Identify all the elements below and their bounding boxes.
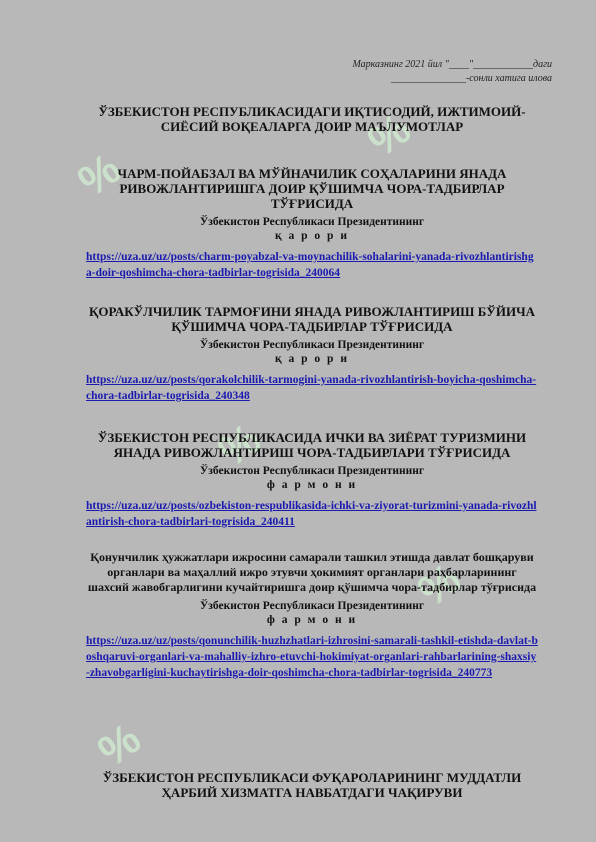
item-issuer: Ўзбекистон Республикаси Президентининг — [199, 600, 425, 612]
item-issuer: Ўзбекистон Республикаси Президентининг — [199, 216, 425, 228]
watermark-logo: % — [69, 142, 132, 207]
watermark-logo: % — [89, 712, 152, 777]
bottom-title-section — [86, 770, 538, 800]
item-2 — [86, 304, 538, 404]
item-link[interactable]: https://uza.uz/uz/posts/ozbekiston-respublikasida-ichki-va-ziyorat-turizmini-yanada-rivozhlantirish-chora-tadbirlari-togrisida_240411 — [86, 500, 537, 528]
watermark-logo: % — [409, 552, 472, 617]
item-link[interactable]: https://uza.uz/uz/posts/qorakolchilik-tarmogini-yanada-rivozhlantirish-boyicha-qoshimcha-chora-tadbirlar-togrisida_240348 — [86, 374, 537, 402]
main-title: ЎЗБЕКИСТОН РЕСПУБЛИКАСИДАГИ ИҚТИСОДИЙ, ИЖТИМОИЙ-СИЁСИЙ ВОҚЕАЛАРГА ДОИР МАЪЛУМОТЛАР — [98, 104, 526, 134]
item-title: ЎЗБЕКИСТОН РЕСПУБЛИКАСИДА ИЧКИ ВА ЗИЁРАТ ТУРИЗМИНИ ЯНАДА РИВОЖЛАНТИРИШ ЧОРА-ТАДБИРЛАРИ ТЎҒРИСИДА — [97, 430, 527, 460]
header-note-line1: Марказнинг 2021 йил "____"____________даги — [352, 59, 552, 70]
main-title-section — [86, 104, 538, 134]
item-issuer: Ўзбекистон Республикаси Президентининг — [199, 465, 425, 477]
item-kind: қ а р о р и — [275, 230, 349, 242]
item-kind: ф а р м о н и — [266, 614, 358, 626]
item-title: ҚОРАКЎЛЧИЛИК ТАРМОҒИНИ ЯНАДА РИВОЖЛАНТИРИШ БЎЙИЧА ҚЎШИМЧА ЧОРА-ТАДБИРЛАР ТЎҒРИСИДА — [89, 304, 535, 334]
item-title: Қонунчилик ҳужжатлари ижросини самарали ташкил этишда давлат бошқаруви органлари ва маҳаллий ижро этувчи ҳокимият органлари раҳбарларининг шахсий жавобгарлигини кучайтиришга доир қўшимча чора-тадбирлар тўғрисида — [87, 550, 537, 594]
watermark-logo: % — [209, 412, 272, 477]
watermark-logo: % — [359, 102, 422, 167]
item-issuer: Ўзбекистон Республикаси Президентининг — [199, 339, 425, 351]
item-link[interactable]: https://uza.uz/uz/posts/qonunchilik-huzhzhatlari-izhrosini-samarali-tashkil-etishda-davlat-boshqaruvi-organlari-va-mahalliy-izhro-etuvchi-hokimiyat-organlari-rahbarlarining-shaxsiy-zhavobgarligini-kuchaytirishga-doir-qoshimcha-chora-tadbirlar-togrisida_240773 — [86, 635, 538, 679]
header-note-line2: _______________-сонли хатига илова — [390, 73, 552, 84]
item-4 — [86, 550, 538, 681]
item-kind: қ а р о р и — [275, 353, 349, 365]
bottom-title: ЎЗБЕКИСТОН РЕСПУБЛИКАСИ ФУҚАРОЛАРИНИНГ МУДДАТЛИ ҲАРБИЙ ХИЗМАТГА НАВБАТДАГИ ЧАҚИРУВИ — [102, 770, 522, 800]
item-kind: ф а р м о н и — [266, 479, 358, 491]
item-link[interactable]: https://uza.uz/uz/posts/charm-poyabzal-va-moynachilik-sohalarini-yanada-rivozhlantirishga-doir-qoshimcha-chora-tadbirlar-togrisida_240064 — [86, 251, 534, 279]
item-1 — [86, 166, 538, 281]
header-note — [352, 58, 552, 86]
item-3 — [86, 430, 538, 530]
item-title: ЧАРМ-ПОЙАБЗАЛ ВА МЎЙНАЧИЛИК СОҲАЛАРИНИ ЯНАДА РИВОЖЛАНТИРИШГА ДОИР ҚЎШИМЧА ЧОРА-ТАДБИРЛАР ТЎҒРИСИДА — [117, 166, 507, 211]
